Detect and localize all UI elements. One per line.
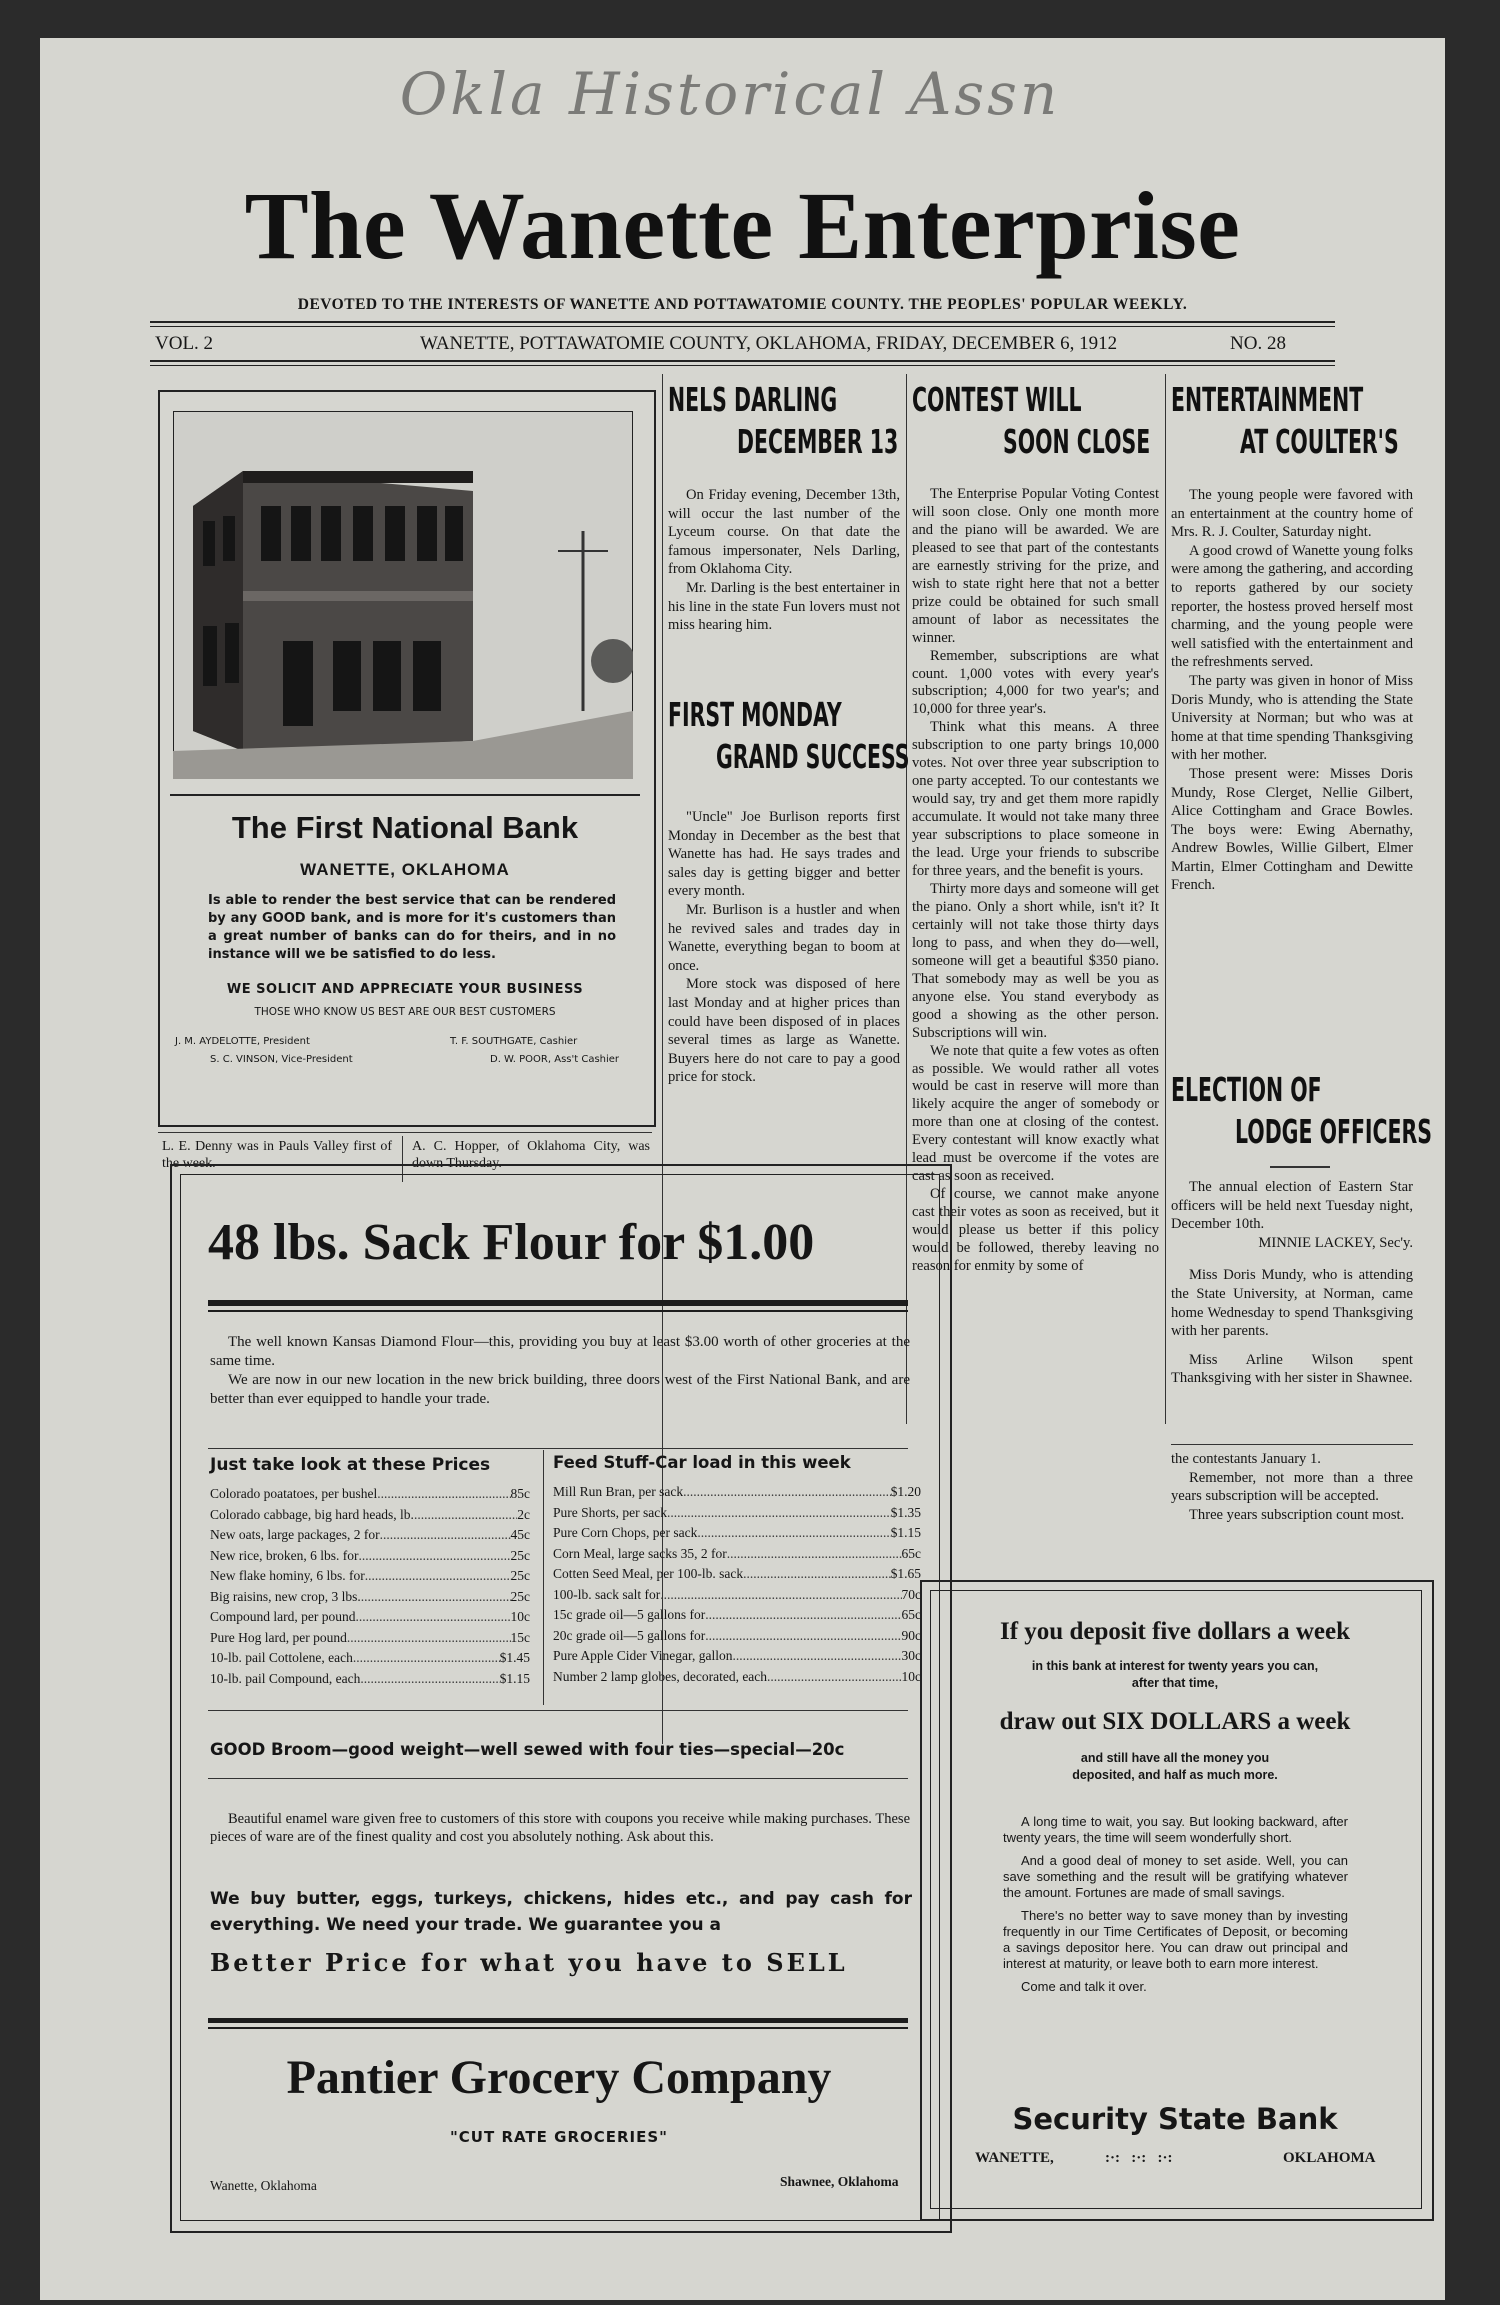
price-row <box>210 1648 530 1669</box>
contest-paragraph: We note that quite a few votes as often as possible. We would rather all votes would be cast in reserve will more than likely acquire the anger of somebody or more than one at closing of the contest. Every contestant will know exactly what lead must be overcome if the votes are cast as soon as received. <box>912 1042 1159 1185</box>
contest-continued-paragraph: the contestants January 1. <box>1171 1451 1321 1467</box>
price-price: 2c <box>517 1506 530 1522</box>
price-item: 10-lb. pail Compound, each <box>210 1670 361 1686</box>
bank-body: Is able to render the best service that can be rendered by any GOOD bank, and is more for it's customers than a great number of banks can do for theirs, and in no instance will we be satisfied to do less. <box>208 893 616 962</box>
security-paragraph: A long time to wait, you say. But looking backward, after twenty years, the time will seem wonderfully short. <box>1003 1814 1348 1845</box>
price-row <box>210 1505 530 1526</box>
bank-officer: S. C. VINSON, Vice-President <box>210 1054 353 1065</box>
feed-leader <box>697 1523 890 1544</box>
contest-paragraph: The Enterprise Popular Voting Contest will soon close. Only one month more and the piano will be awarded. We are pleased to see that part of the contestants are earnestly striving for the prize, and wish to state right here that not a better prize could be obtained for such small amount of labor as necessitates the winner. <box>912 486 1159 646</box>
security-headline-2: draw out SIX DOLLARS a week <box>999 1708 1351 1735</box>
prices-rule <box>208 1448 908 1449</box>
price-price: 10c <box>510 1609 530 1624</box>
buy-produce: We buy butter, eggs, turkeys, chickens, hides etc., and pay cash for everything. We need your trade. We guarantee you a <box>210 1889 912 1935</box>
price-row <box>210 1484 530 1505</box>
contest-paragraph: Remember, subscriptions are what count. 1,000 votes with every year's subscription; 4,000 for two year's; and 10,000 for three year's. <box>912 647 1159 718</box>
local-paragraph: Miss Arline Wilson spent Thanksgiving with her sister in Shawnee. <box>1171 1351 1413 1387</box>
price-price: $1.45 <box>499 1650 530 1665</box>
entertainment-headline-2: AT COULTER'S <box>1240 422 1399 461</box>
price-leader <box>360 1669 499 1690</box>
feed-leader <box>667 1503 891 1524</box>
volume-number: VOL. 2 <box>155 333 214 354</box>
security-paragraph: Come and talk it over. <box>1021 1979 1147 1994</box>
grocery-bar <box>208 2018 908 2023</box>
feed-price: 65c <box>901 1607 921 1622</box>
price-item: New oats, large packages, 2 for <box>210 1527 380 1542</box>
local-note: L. E. Denny was in Pauls Valley first of the week. <box>162 1139 392 1171</box>
feed-price: 90c <box>901 1627 921 1643</box>
contest-article <box>912 486 1159 1276</box>
grocery-intro-paragraph: We are now in our new location in the new brick building, three doors west of the First National Bank, and are better than ever equipped to handle your trade. <box>210 1372 910 1407</box>
bank-building-photo <box>173 411 633 779</box>
nels-headline-1: NELS DARLING <box>668 380 838 419</box>
place-date: WANETTE, POTTAWATOMIE COUNTY, OKLAHOMA, FRIDAY, DECEMBER 6, 1912 <box>420 333 1118 354</box>
security-ornaments: :·: :·: :·: <box>1105 2150 1173 2166</box>
prices-title: Just take look at these Prices <box>210 1455 491 1475</box>
first-monday-article <box>668 808 900 1087</box>
election-paragraph: The annual election of Eastern Star officers will be held next Tuesday night, December 10th. <box>1171 1179 1413 1233</box>
price-leader <box>414 1505 517 1526</box>
price-price: 45c <box>510 1527 530 1542</box>
price-leader <box>355 1607 510 1628</box>
entertainment-paragraph: Those present were: Misses Doris Mundy, Rose Clerget, Nellie Gilbert, Alice Cottingham and Grace Bowles. The boys were: Ewing Abernathy, Andrew Bowles, Willie Gilbert, Elmer Martin, Elmer Cottingham and Dewitte French. <box>1171 765 1413 894</box>
bank-location: WANETTE, OKLAHOMA <box>300 860 510 879</box>
price-row <box>210 1546 530 1567</box>
price-leader <box>353 1648 500 1669</box>
security-state: OKLAHOMA <box>1283 2150 1376 2166</box>
security-subline: in this bank at interest for twenty years you can, after that time, <box>1031 1659 1319 1690</box>
masthead-rule-top-thin <box>150 326 1335 327</box>
election-headline-2: LODGE OFFICERS <box>1235 1112 1433 1151</box>
contest-headline-1: CONTEST WILL <box>912 380 1082 419</box>
masthead-rule-top <box>150 321 1335 323</box>
feed-price: $1.15 <box>890 1525 921 1540</box>
price-price: 85c <box>510 1486 530 1501</box>
feed-price: $1.35 <box>890 1504 921 1520</box>
newspaper-page <box>40 38 1445 2300</box>
sacks-rule <box>208 1710 908 1711</box>
feed-list <box>553 1482 921 1687</box>
price-leader <box>377 1484 510 1505</box>
security-bank-name: Security State Bank <box>1012 2102 1338 2136</box>
security-paragraph: And a good deal of money to set aside. Well, you can save something and the result will be gratifying whatever the amount. Fortunes are made of small savings. <box>1003 1853 1348 1900</box>
prices-list <box>210 1484 530 1689</box>
feed-row <box>553 1585 921 1606</box>
price-row <box>210 1669 530 1690</box>
price-price: 25c <box>510 1568 530 1583</box>
election-headline-1: ELECTION OF <box>1171 1070 1322 1109</box>
contest-continued-paragraph: Remember, not more than a three years subscription will be accepted. <box>1171 1469 1413 1505</box>
feed-price: $1.20 <box>890 1484 921 1499</box>
election-signature: MINNIE LACKEY, Sec'y. <box>1258 1234 1413 1251</box>
grocery-bar <box>208 2027 908 2029</box>
feed-item: Pure Apple Cider Vinegar, gallon <box>553 1648 733 1663</box>
price-item: Big raisins, new crop, 3 lbs. <box>210 1588 361 1604</box>
price-item: Colorado cabbage, big hard heads, lb. <box>210 1506 414 1522</box>
contest-paragraph: Thirty more days and someone will get the piano. Only a short while, isn't it? It certainly will not take those thirty days long to pass, and when they do—well, someone will get a beautiful $350 piano. That somebody may as well be you as anyone else. You stand everybody as good a showing as the other person. Subscriptions will win. <box>912 880 1159 1041</box>
feed-row <box>553 1503 921 1524</box>
masthead-title: The Wanette Enterprise <box>244 172 1241 279</box>
feed-item: Cotten Seed Meal, per 100-lb. sack <box>553 1566 744 1581</box>
election-rule <box>1270 1166 1330 1168</box>
dateline-rule-thin <box>150 365 1335 366</box>
grocery-bar <box>208 1310 908 1312</box>
bank-officer: T. F. SOUTHGATE, Cashier <box>450 1036 578 1047</box>
security-headline: If you deposit five dollars a week <box>1000 1618 1350 1645</box>
grocery-intro <box>210 1333 910 1409</box>
feed-price: 10c <box>901 1668 921 1684</box>
entertainment-article <box>1171 486 1413 895</box>
enamel-rule <box>208 1778 908 1779</box>
enamel-offer <box>210 1810 910 1846</box>
price-row <box>210 1587 530 1608</box>
price-leader <box>361 1587 511 1608</box>
feed-leader <box>683 1482 891 1503</box>
first-monday-headline-1: FIRST MONDAY <box>668 695 842 734</box>
first-monday-paragraph: More stock was disposed of here last Monday and at higher prices than could have been disposed of in places several times as large as Wanette. Buyers here do not care to pay a good price for stock. <box>668 976 900 1086</box>
entertainment-paragraph: The party was given in honor of Miss Doris Mundy, who is attending the State University at Norman; but who was at home at that time spending Thanksgiving with her mother. <box>1171 672 1413 764</box>
feed-price: 70c <box>901 1586 921 1602</box>
price-row <box>210 1628 530 1649</box>
bank-solicit: WE SOLICIT AND APPRECIATE YOUR BUSINESS <box>226 982 584 997</box>
flour-headline: 48 lbs. Sack Flour for $1.00 <box>208 1214 815 1271</box>
feed-leader <box>727 1544 902 1565</box>
feed-row <box>553 1564 921 1585</box>
feed-row <box>553 1482 921 1503</box>
issue-number: NO. 28 <box>1230 333 1286 354</box>
contest-continued-paragraph: Three years subscription count most. <box>1189 1506 1405 1523</box>
first-monday-paragraph: "Uncle" Joe Burlison reports first Monday in December as the best that Wanette has had. He says trades and sales day is getting bigger and better every month. <box>668 809 900 900</box>
feed-item: Pure Corn Chops, per sack <box>553 1525 698 1540</box>
grocery-location-left: Wanette, Oklahoma <box>210 2178 317 2193</box>
feed-price: 30c <box>901 1648 921 1663</box>
contest-paragraph: Of course, we cannot make anyone cast their votes as soon as received, but it would please us better if this policy would be followed, thereby leaving no reason for enmity by some of <box>912 1186 1159 1274</box>
feed-row <box>553 1646 921 1667</box>
contest-headline-2: SOON CLOSE <box>1003 422 1151 461</box>
price-item: New flake hominy, 6 lbs. for <box>210 1568 365 1583</box>
price-item: Compound lard, per pound <box>210 1609 356 1624</box>
security-body <box>1003 1814 1348 1995</box>
bank-name: The First National Bank <box>231 810 579 845</box>
security-paragraph: There's no better way to save money than by investing frequently in our Time Certificates of Deposit, or becoming a savings depositor here. You can draw out principal and interest at maturity, or leave both to earn more interest. <box>1003 1908 1348 1971</box>
security-subline-2: and still have all the money you deposited, and half as much more. <box>1072 1751 1278 1782</box>
feed-item: Corn Meal, large sacks 35, 2 for <box>553 1545 727 1561</box>
grocery-slogan: "CUT RATE GROCERIES" <box>449 2128 669 2146</box>
feed-item: 15c grade oil—5 gallons for <box>553 1607 706 1622</box>
price-leader <box>380 1525 511 1546</box>
nels-paragraph: On Friday evening, December 13th, will occur the last number of the Lyceum course. On that date the famous impersonater, Nels Darling, from Oklahoma City. <box>668 487 900 578</box>
better-price: Better Price for what you have to SELL <box>210 1948 848 1977</box>
masthead-motto: DEVOTED TO THE INTERESTS OF WANETTE AND POTTAWATOMIE COUNTY. THE PEOPLES' POPULAR WEEKLY. <box>297 296 1188 313</box>
entertainment-headline-1: ENTERTAINMENT <box>1171 380 1364 419</box>
nels-paragraph: Mr. Darling is the best entertainer in his line in the state Fun lovers must not miss hearing him. <box>668 579 900 634</box>
price-price: 25c <box>510 1588 530 1604</box>
broom-special: GOOD Broom—good weight—well sewed with four ties—special—20c <box>210 1740 845 1759</box>
grocery-bar <box>208 1300 908 1306</box>
feed-leader <box>705 1626 901 1647</box>
price-leader <box>347 1628 511 1649</box>
feed-price: $1.65 <box>890 1566 921 1581</box>
feed-item: Mill Run Bran, per sack <box>553 1484 684 1499</box>
price-price: 25c <box>510 1547 530 1563</box>
feed-item: 100-lb. sack salt for <box>553 1586 661 1602</box>
security-city: WANETTE, <box>975 2150 1054 2166</box>
feed-item: Pure Shorts, per sack <box>553 1504 667 1520</box>
entertainment-paragraph: A good crowd of Wanette young folks were among the gathering, and according to reports gathered by our society reporter, the hostess proved herself most charming, and the young people were well satisfied with the entertainment and the refreshments served. <box>1171 542 1413 671</box>
grocery-location-right: Shawnee, Oklahoma <box>780 2174 899 2189</box>
price-row <box>210 1566 530 1587</box>
contest-continued-rule <box>1171 1444 1413 1445</box>
nels-article <box>668 486 900 635</box>
feed-item: Number 2 lamp globes, decorated, each <box>553 1668 768 1684</box>
feed-row <box>553 1605 921 1626</box>
price-price: $1.15 <box>499 1670 530 1686</box>
price-item: Colorado poatatoes, per bushel <box>210 1486 378 1501</box>
bank-officer: D. W. POOR, Ass't Cashier <box>490 1054 620 1065</box>
feed-leader <box>705 1605 901 1626</box>
enamel-paragraph: Beautiful enamel ware given free to customers of this store with coupons you receive while making purchases. These pieces of ware are of the finest quality and cost you absolutely nothing. Ask about this. <box>210 1811 910 1845</box>
local-note: A. C. Hopper, of Oklahoma City, was down Thursday. <box>412 1139 650 1171</box>
feed-row <box>553 1667 921 1688</box>
price-leader <box>358 1546 510 1567</box>
contest-continued <box>1171 1450 1413 1524</box>
local-paragraph: Miss Doris Mundy, who is attending the State University, at Norman, came home Wednesday to spend Thanksgiving with her parents. <box>1171 1267 1413 1340</box>
bank-officer: J. M. AYDELOTTE, President <box>175 1036 310 1047</box>
price-item: 10-lb. pail Cottolene, each <box>210 1650 353 1665</box>
grocery-company-name: Pantier Grocery Company <box>286 2051 832 2104</box>
grocery-intro-paragraph: The well known Kansas Diamond Flour—this, providing you buy at least $3.00 worth of other groceries at the same time. <box>210 1334 910 1369</box>
price-item: New rice, broken, 6 lbs. for <box>210 1547 359 1563</box>
price-row <box>210 1607 530 1628</box>
first-monday-paragraph: Mr. Burlison is a hustler and when he revived sales and trades day in Wanette, everything began to boom at once. <box>668 901 900 974</box>
locals-rule <box>158 1132 652 1133</box>
feed-leader <box>743 1564 891 1585</box>
feed-leader <box>660 1585 901 1606</box>
feed-title: Feed Stuff-Car load in this week <box>553 1453 851 1472</box>
prices-divider <box>543 1450 544 1705</box>
feed-price: 65c <box>901 1545 921 1561</box>
first-monday-headline-2: GRAND SUCCESS <box>716 737 910 776</box>
feed-row <box>553 1544 921 1565</box>
dateline-rule <box>150 360 1335 362</box>
feed-row <box>553 1523 921 1544</box>
feed-row <box>553 1626 921 1647</box>
feed-leader <box>733 1646 902 1667</box>
nels-headline-2: DECEMBER 13 <box>737 422 899 461</box>
bank-ad-rule <box>170 794 640 796</box>
price-leader <box>365 1566 511 1587</box>
price-price: 15c <box>510 1629 530 1645</box>
entertainment-paragraph: The young people were favored with an entertainment at the country home of Mrs. R. J. Coulter, Saturday night. <box>1171 487 1413 541</box>
price-item: Pure Hog lard, per pound <box>210 1629 347 1645</box>
archive-handwriting: Okla Historical Assn <box>399 60 1061 128</box>
price-row <box>210 1525 530 1546</box>
feed-item: 20c grade oil—5 gallons for <box>553 1627 706 1643</box>
column-rule-3 <box>1165 374 1166 1424</box>
contest-paragraph: Think what this means. A three subscription to one party brings 10,000 votes. Not over three year subscription to one party accepted. To our contestants we would say, try and get them more rapidly accumulate. It would not take many three year subscriptions to place someone in the lead. Urge your friends to subscribe for three years, and the benefit is yours. <box>912 719 1159 880</box>
feed-leader <box>767 1667 901 1688</box>
election-article <box>1171 1178 1413 1388</box>
bank-tagline: THOSE WHO KNOW US BEST ARE OUR BEST CUSTOMERS <box>254 1006 556 1018</box>
